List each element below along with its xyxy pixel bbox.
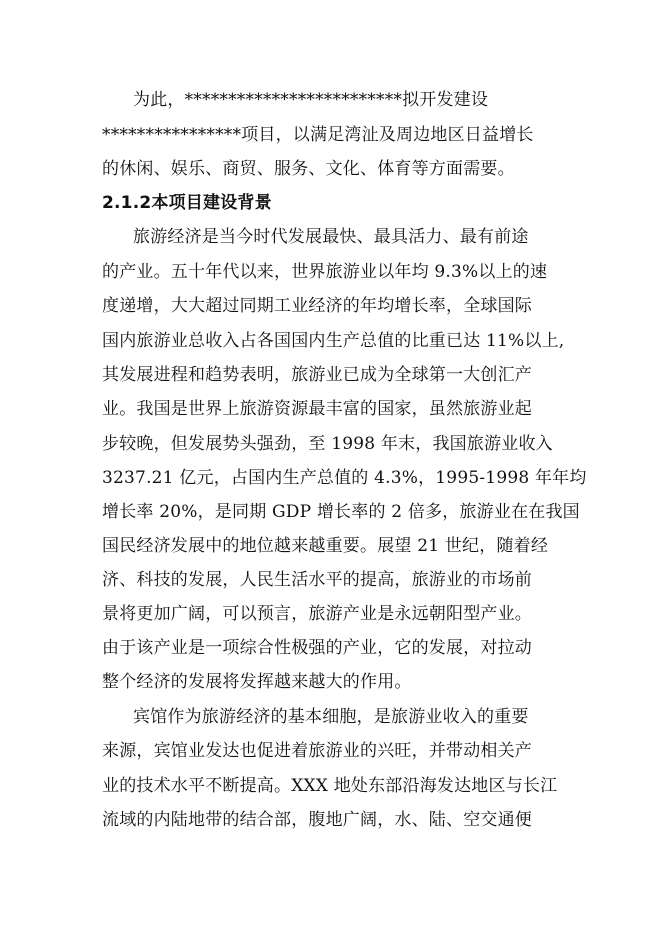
intro-line-2: ****************项目，以满足湾沚及周边地区日益增长 <box>102 125 534 145</box>
intro-line-1: 为此，*************************拟开发建设 <box>133 90 489 110</box>
intro-line-3: 的休闲、娱乐、商贸、服务、文化、体育等方面需要。 <box>102 159 515 179</box>
paragraph-1-line-2: 的产业。五十年代以来，世界旅游业以年均 9.3%以上的速 <box>102 262 548 282</box>
paragraph-1-line-9: 增长率 20%，是同期 GDP 增长率的 2 倍多，旅游业在在我国 <box>102 502 580 522</box>
paragraph-1-line-7: 步较晚，但发展势头强劲，至 1998 年末，我国旅游业收入 <box>102 434 553 454</box>
paragraph-2-line-4: 流域的内陆地带的结合部，腹地广阔，水、陆、空交通便 <box>102 810 532 830</box>
paragraph-1-line-8: 3237.21 亿元，占国内生产总值的 4.3%，1995-1998 年年均 <box>102 468 587 488</box>
paragraph-1-line-10: 国民经济发展中的地位越来越重要。展望 21 世纪，随着经 <box>102 536 549 556</box>
paragraph-1-line-1: 旅游经济是当今时代发展最快、最具活力、最有前途 <box>133 227 529 247</box>
paragraph-1-line-5: 其发展进程和趋势表明，旅游业已成为全球第一大创汇产 <box>102 365 532 385</box>
paragraph-2-line-3: 业的技术水平不断提高。XXX 地处东部沿海发达地区与长江 <box>102 776 558 796</box>
section-heading: 2.1.2本项目建设背景 <box>102 193 272 213</box>
paragraph-1-line-3: 度递增，大大超过同期工业经济的年均增长率，全球国际 <box>102 296 532 316</box>
paragraph-1-line-11: 济、科技的发展，人民生活水平的提高，旅游业的市场前 <box>102 570 532 590</box>
paragraph-1-line-6: 业。我国是世界上旅游资源最丰富的国家，虽然旅游业起 <box>102 399 532 419</box>
paragraph-2-line-1: 宾馆作为旅游经济的基本细胞，是旅游业收入的重要 <box>133 707 529 727</box>
paragraph-1-line-12: 景将更加广阔，可以预言，旅游产业是永远朝阳型产业。 <box>102 604 532 624</box>
paragraph-2-line-2: 来源，宾馆业发达也促进着旅游业的兴旺，并带动相关产 <box>102 741 532 761</box>
paragraph-1-line-13: 由于该产业是一项综合性极强的产业，它的发展，对拉动 <box>102 638 532 658</box>
paragraph-1-line-4: 国内旅游业总收入占各国国内生产总值的比重已达 11%以上, <box>102 331 565 351</box>
paragraph-1-line-14: 整个经济的发展将发挥越来越大的作用。 <box>102 672 412 692</box>
